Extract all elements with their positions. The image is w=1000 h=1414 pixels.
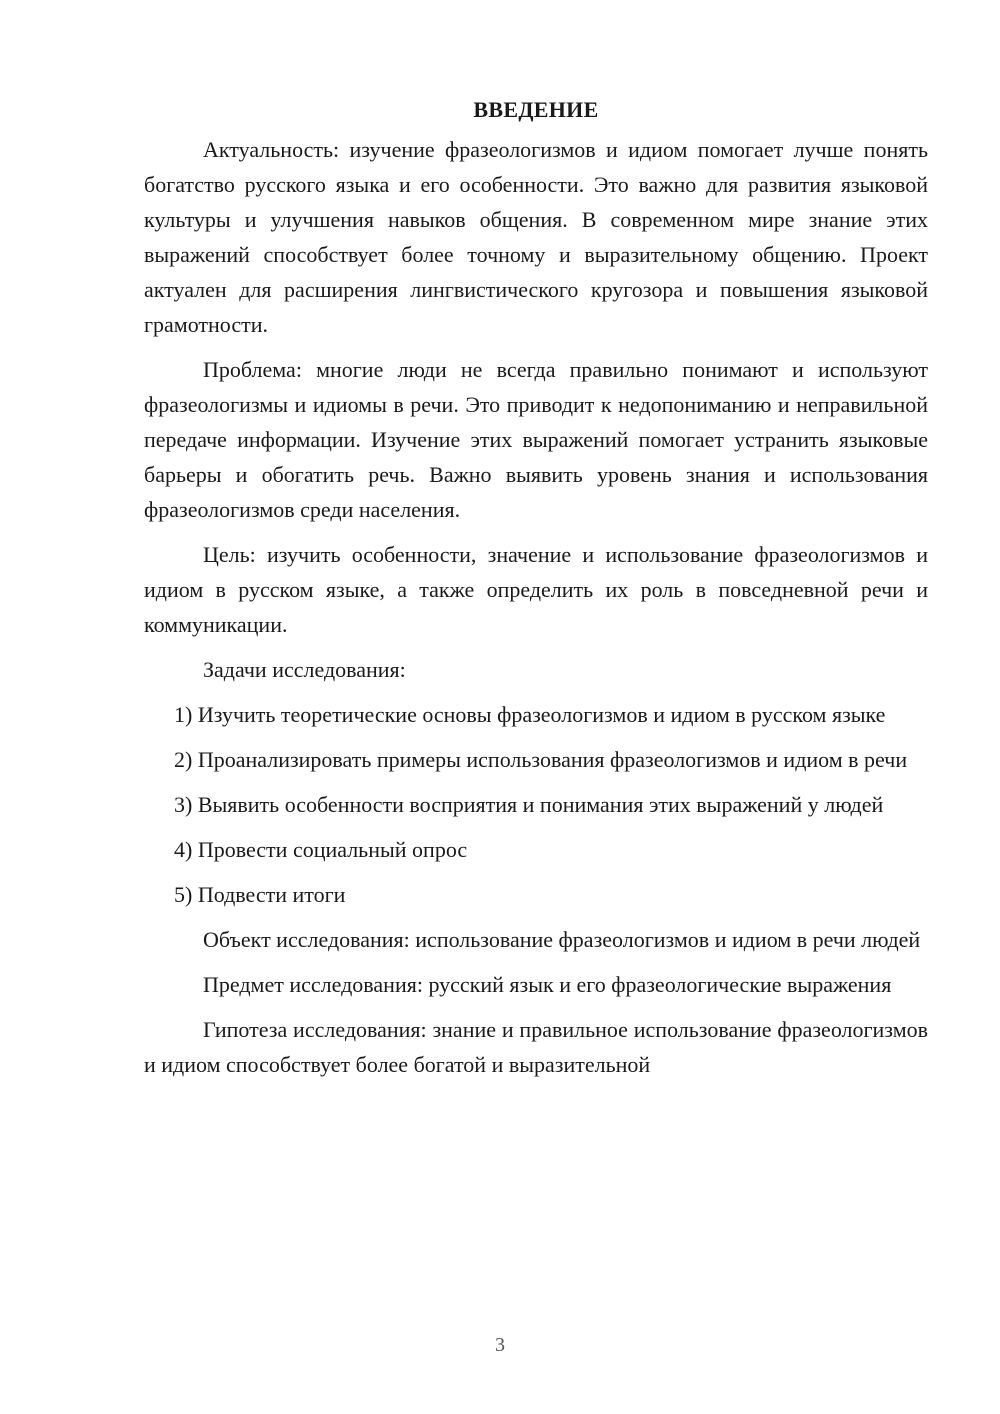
document-page: [144, 92, 928, 1092]
task-item: 1) Изучить теоретические основы фразеологизмов и идиом в русском языке: [174, 702, 886, 727]
page-number: 3: [495, 1334, 505, 1356]
tasks-list: [144, 697, 928, 912]
task-item: 2) Проанализировать примеры использования фразеологизмов и идиом в речи: [174, 747, 908, 772]
problem-paragraph: Проблема: многие люди не всегда правильно понимают и используют фразеологизмы и идиомы в речи. Это приводит к недопониманию и неправильной передаче информации. Изучение этих выражений помогает устранить языковые барьеры и обогатить речь. Важно выявить уровень знания и использования фразеологизмов среди населения.: [144, 357, 928, 522]
object-paragraph: Объект исследования: использование фразеологизмов и идиом в речи людей: [203, 927, 921, 952]
task-item: 5) Подвести итоги: [174, 882, 346, 907]
task-item: 4) Провести социальный опрос: [174, 837, 468, 862]
relevance-paragraph: Актуальность: изучение фразеологизмов и идиом помогает лучше понять богатство русского языка и его особенности. Это важно для развития языковой культуры и улучшения навыков общения. В современном мире знание этих выражений способствует более точному и выразительному общению. Проект актуален для расширения лингвистического кругозора и повышения языковой грамотности.: [144, 137, 928, 337]
goal-paragraph: Цель: изучить особенности, значение и использование фразеологизмов и идиом в русском языке, а также определить их роль в повседневной речи и коммуникации.: [144, 542, 928, 637]
subject-paragraph: Предмет исследования: русский язык и его фразеологические выражения: [203, 972, 892, 997]
page-title: ВВЕДЕНИЕ: [473, 97, 599, 122]
tasks-heading: Задачи исследования:: [203, 657, 406, 682]
task-item: 3) Выявить особенности восприятия и понимания этих выражений у людей: [174, 792, 884, 817]
hypothesis-paragraph: Гипотеза исследования: знание и правильное использование фразеологизмов и идиом способствует более богатой и выразительной: [144, 1017, 928, 1077]
